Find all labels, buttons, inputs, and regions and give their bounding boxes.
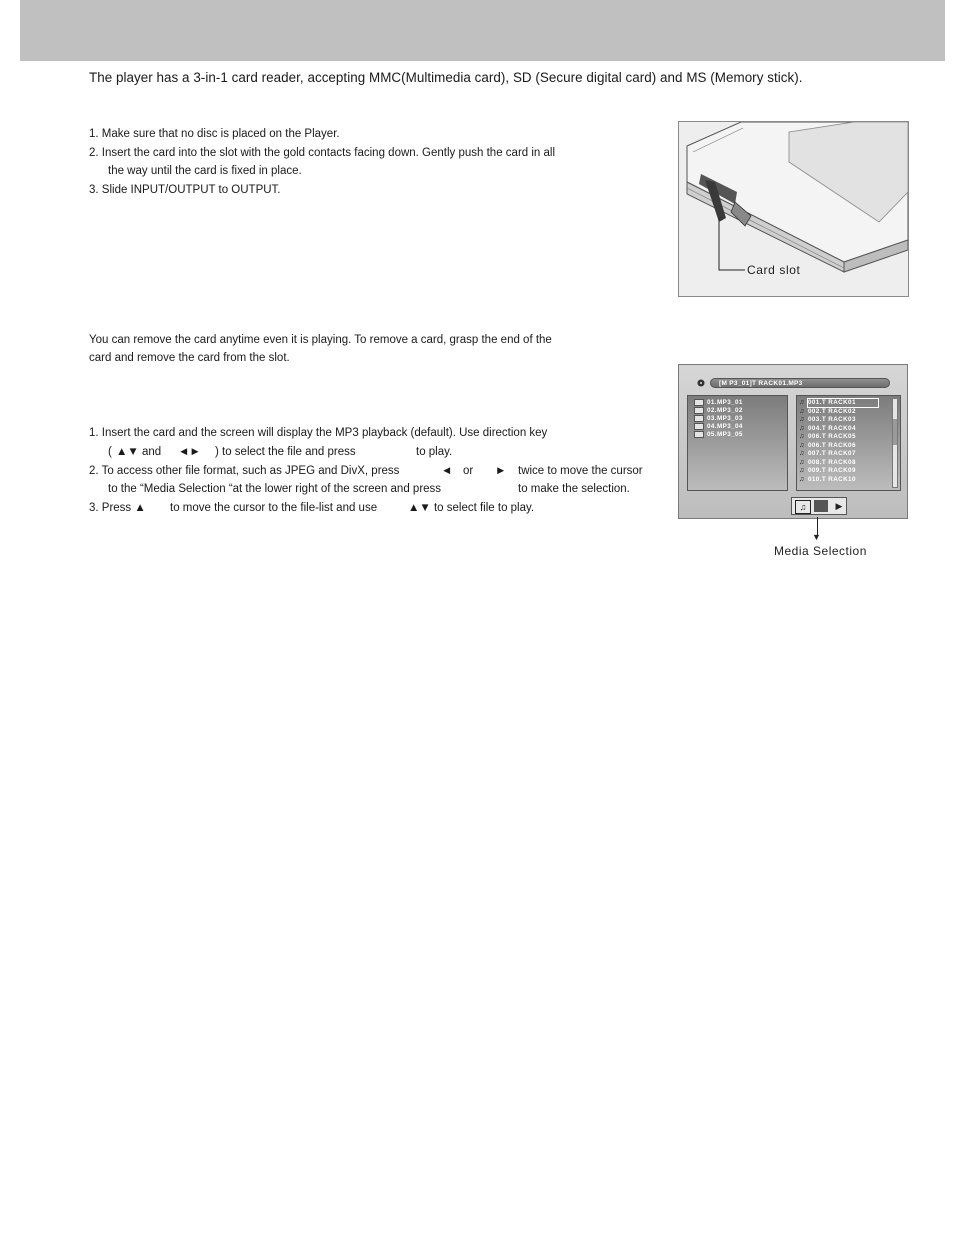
track-item: ♫ 010.T RACK10 (799, 475, 856, 483)
folder-item: 05.MP3_05 (694, 431, 743, 439)
scrollbar (892, 398, 898, 488)
folder-icon (694, 399, 704, 406)
scrollbar-thumb (893, 419, 897, 445)
music-note-icon: ♫ (799, 407, 805, 415)
card-slot-figure (678, 121, 909, 297)
play-step-3-end: ▲▼ to select file to play. (408, 502, 535, 514)
folder-icon (694, 423, 704, 430)
insert-step-2: 2. Insert the card into the slot with the gold contacts facing down. Gently push the card in all (89, 147, 556, 159)
path-bar: [M P3_01]T RACK01.MP3 (710, 378, 890, 388)
folder-item: 03.MP3_03 (694, 415, 743, 423)
music-note-icon: ♫ (799, 467, 805, 474)
music-note-icon: ♫ (799, 433, 805, 440)
track-item: ♫ 001.T RACK01 (799, 399, 856, 407)
folder-icon (694, 431, 704, 438)
right-key: ► (495, 465, 507, 477)
track-list (796, 395, 901, 491)
header-bar (20, 0, 945, 61)
track-item: ♫ 004.T RACK04 (799, 424, 856, 432)
play-step-1: 1. Insert the card and the screen will display the MP3 playback (default). Use direction key (89, 427, 548, 439)
play-step-3-mid: to move the cursor to the file-list and use (170, 502, 378, 514)
media-selection-caption: Media Selection (774, 544, 867, 558)
insert-step-1: 1. Make sure that no disc is placed on the Player. (89, 128, 340, 140)
music-note-icon: ♫ (799, 475, 805, 483)
play-step-1-select: ) to select the file and press (215, 446, 356, 458)
play-step-3: 3. Press ▲ (89, 502, 146, 514)
folder-icon (694, 415, 704, 422)
music-note-icon: ♫ (799, 399, 805, 406)
folder-item: 04.MP3_04 (694, 423, 743, 431)
or-word: or (463, 465, 474, 477)
music-note-icon: ♫ (799, 450, 805, 457)
track-item: ♫ 009.T RACK09 (799, 467, 856, 475)
track-item: ♫ 008.T RACK08 (799, 458, 856, 466)
disc-icon (695, 379, 707, 387)
folder-item: 01.MP3_01 (694, 399, 743, 407)
music-note-icon: ♫ (799, 424, 805, 432)
arrow-down-icon: ▼ (812, 532, 821, 542)
music-note-icon: ♫ (799, 441, 805, 449)
track-item: ♫ 006.T RACK05 (799, 433, 856, 441)
play-step-2-cont: to the “Media Selection “at the lower right of the screen and press (108, 483, 442, 495)
music-note-icon: ♫ (799, 458, 805, 466)
intro-text: The player has a 3-in-1 card reader, accepting MMC(Multimedia card), SD (Secure digital card) and MS (Memory stick). (89, 70, 803, 85)
folder-item: 02.MP3_02 (694, 407, 743, 415)
track-item: ♫ 006.T RACK06 (799, 441, 856, 449)
folder-icon (694, 407, 704, 414)
track-item: ♫ 002.T RACK02 (799, 407, 856, 415)
play-step-2-end: twice to move the cursor (518, 465, 643, 477)
play-icon: ▶ (835, 501, 843, 511)
play-step-1-end: to play. (416, 446, 453, 458)
music-icon: ♫ (795, 500, 811, 514)
mp3-screen-figure (678, 364, 908, 519)
play-step-2-cont-end: to make the selection. (518, 483, 630, 495)
card-slot-label: Card slot (747, 263, 801, 277)
remove-line-1: You can remove the card anytime even it is playing. To remove a card, grasp the end of the (89, 334, 552, 346)
photo-icon (814, 500, 828, 512)
left-key: ◄ (441, 465, 453, 477)
track-item: ♫ 007.T RACK07 (799, 450, 856, 458)
insert-step-3: 3. Slide INPUT/OUTPUT to OUTPUT. (89, 184, 281, 196)
folder-list (687, 395, 788, 491)
media-selection-bar (791, 497, 847, 515)
play-step-1-paren-open: ( (108, 446, 112, 458)
up-down-keys: ▲▼ and (116, 446, 162, 458)
remove-line-2: card and remove the card from the slot. (89, 352, 290, 364)
play-step-2: 2. To access other file format, such as JPEG and DivX, press (89, 465, 400, 477)
left-right-keys: ◄► (178, 446, 201, 458)
music-note-icon: ♫ (799, 416, 805, 423)
track-item: ♫ 003.T RACK03 (799, 416, 856, 424)
insert-step-2-cont: the way until the card is fixed in place. (108, 165, 302, 177)
